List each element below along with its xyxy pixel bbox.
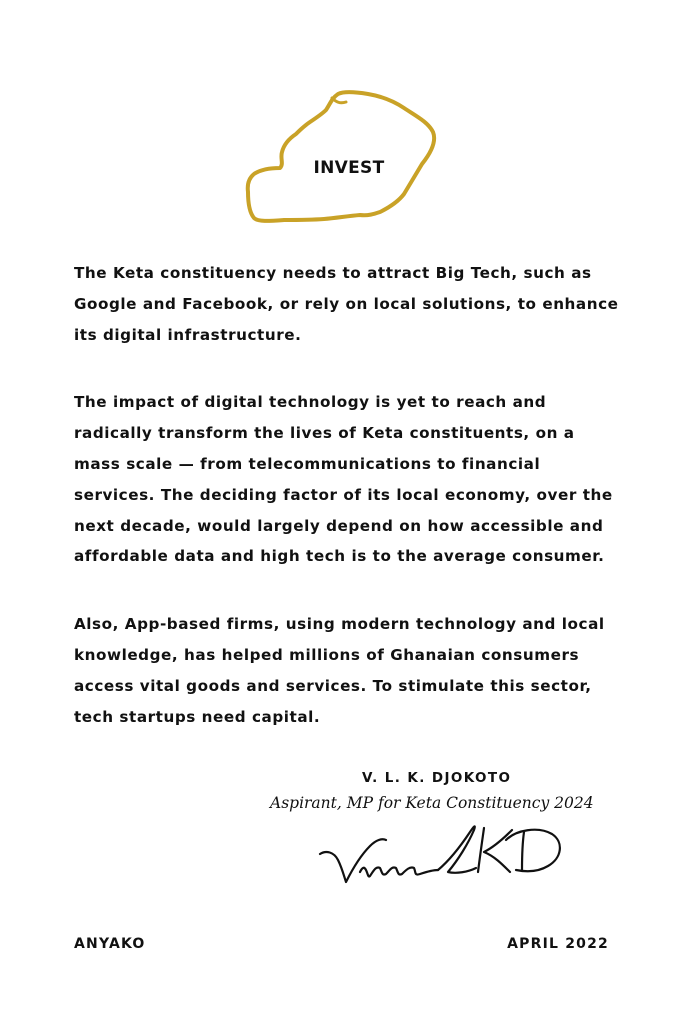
- invest-emblem: [240, 88, 440, 228]
- signatory-name: V. L. K. DJOKOTO: [362, 770, 512, 786]
- emblem-label: INVEST: [313, 158, 385, 178]
- body-text: [74, 258, 622, 769]
- footer-date: APRIL 2022: [507, 936, 609, 952]
- handwritten-signature-icon: [316, 820, 566, 896]
- paragraph-app-firms: Also, App-based firms, using modern technology and local knowledge, has helped millions of Ghanaian consumers access vital goods and services. To stimulate this sector, tech startups need capital.: [74, 615, 605, 726]
- footer-location: ANYAKO: [74, 936, 146, 952]
- signatory-title: Aspirant, MP for Keta Constituency 2024: [270, 794, 594, 812]
- paragraph-digital-impact: The impact of digital technology is yet to reach and radically transform the lives of Keta constituents, on a mass scale — from telecommunications to financial services. The deciding factor of its local economy, over the next decade, would largely depend on how accessible and affordable data and high tech is to the average consumer.: [74, 393, 613, 566]
- paragraph-big-tech: The Keta constituency needs to attract Big Tech, such as Google and Facebook, or rely on local solutions, to enhance its digital infrastructure.: [74, 264, 619, 344]
